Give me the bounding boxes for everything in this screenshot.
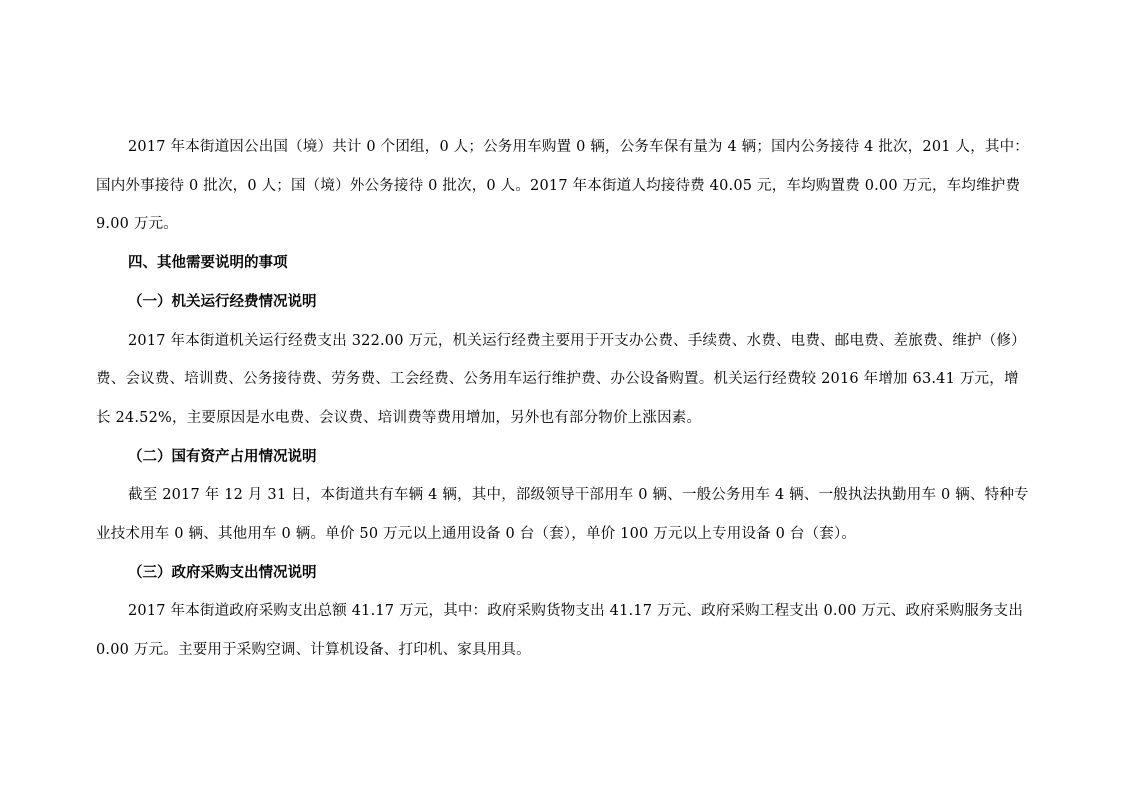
paragraph-government-procurement: 2017 年本街道政府采购支出总额 41.17 万元，其中：政府采购货物支出 41.17 万元、政府采购工程支出 0.00 万元、政府采购服务支出 0.00 万元。主要用于采购空调、计算机设备、打印机、家具用具。 [96,603,1024,659]
subheading-government-procurement: （三）政府采购支出情况说明 [128,564,317,581]
document-body [96,128,1030,670]
paragraph-overseas-and-vehicles: 2017 年本街道因公出国（境）共计 0 个团组，0 人；公务用车购置 0 辆，公务车保有量为 4 辆；国内公务接待 4 批次，201 人，其中：国内外事接待 0 批次，0 人；国（境）外公务接待 0 批次，0 人。2017 年本街道人均接待费 40.05 元，车均购置费 0.00 万元，车均维护费 9.00 万元。 [96,139,1029,233]
paragraph-state-assets: 截至 2017 年 12 月 31 日，本街道共有车辆 4 辆，其中，部级领导干部用车 0 辆、一般公务用车 4 辆、一般执法执勤用车 0 辆、特种专业技术用车 0 辆、其他用车 0 辆。单价 50 万元以上通用设备 0 台（套），单价 100 万元以上专用设备 0 台（套）。 [96,487,1029,543]
section-heading-other-matters: 四、其他需要说明的事项 [128,255,288,272]
paragraph-operating-expenses: 2017 年本街道机关运行经费支出 322.00 万元，机关运行经费主要用于开支办公费、手续费、水费、电费、邮电费、差旅费、维护（修）费、会议费、培训费、公务接待费、劳务费、工会经费、公务用车运行维护费、办公设备购置。机关运行经费较 2016 年增加 63.41 万元，增长 24.52%，主要原因是水电费、会议费、培训费等费用增加，另外也有部分物价上涨因素。 [96,332,1026,426]
subheading-operating-expenses: （一）机关运行经费情况说明 [128,293,317,310]
subheading-state-assets: （二）国有资产占用情况说明 [128,448,317,465]
